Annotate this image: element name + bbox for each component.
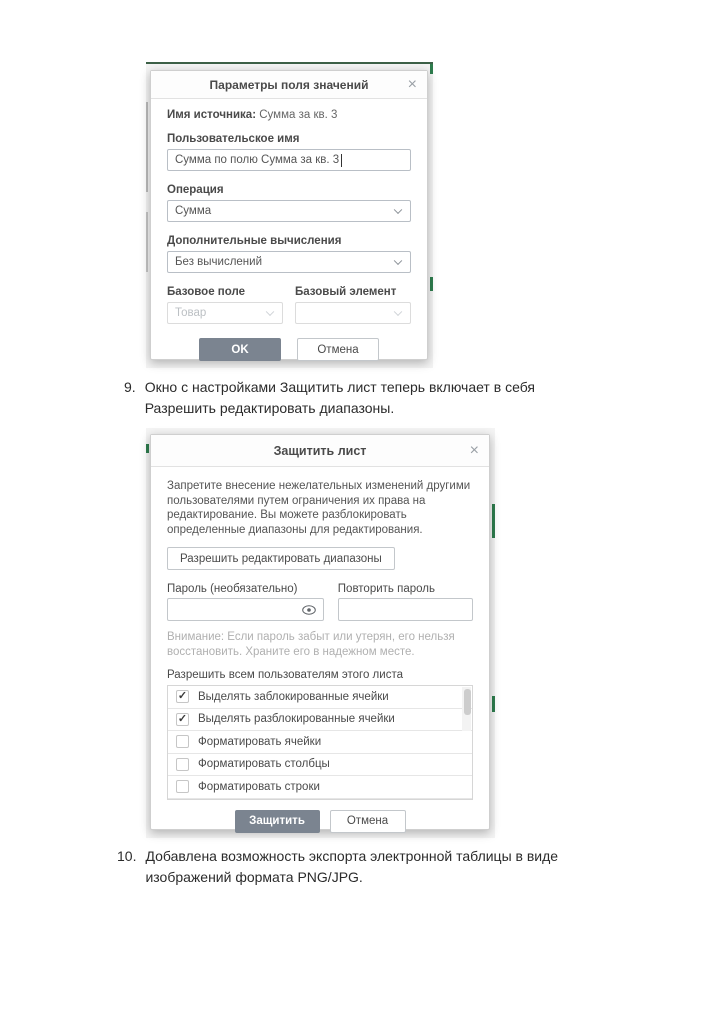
- protect-sheet-dialog: [150, 434, 490, 830]
- dialog-body: [151, 467, 489, 833]
- list-item-text: Окно с настройками Защитить лист теперь включает в себя Разрешить редактировать диапазоны.: [144, 379, 535, 416]
- background-artifact: [492, 696, 495, 712]
- ok-button[interactable]: OK: [199, 338, 281, 361]
- operation-value: Сумма: [175, 205, 212, 217]
- dialog-header: [151, 71, 427, 99]
- password-label: Пароль (необязательно): [167, 583, 298, 595]
- background-artifact: [146, 102, 148, 192]
- option-row[interactable]: [168, 754, 472, 777]
- text-cursor: [341, 154, 342, 167]
- chevron-down-icon: [394, 257, 402, 265]
- password-row: [167, 583, 473, 621]
- eye-icon[interactable]: [302, 605, 316, 615]
- dialog-footer: [167, 810, 473, 833]
- source-name-value: Сумма за кв. 3: [259, 109, 338, 121]
- dialog-title: Защитить лист: [273, 443, 367, 458]
- checkbox[interactable]: ✓: [177, 712, 188, 725]
- custom-name-input[interactable]: [167, 149, 411, 171]
- base-field-label: Базовое поле: [167, 286, 246, 298]
- allow-users-label: Разрешить всем пользователям этого листа: [167, 669, 403, 681]
- base-item-label: Базовый элемент: [295, 286, 397, 298]
- checkbox[interactable]: [176, 780, 189, 793]
- password-warning: Внимание: Если пароль забыт или утерян, его нельзя восстановить. Храните его в надежном месте.: [167, 631, 455, 658]
- checkbox[interactable]: ✓: [177, 690, 188, 703]
- list-item: [124, 377, 600, 419]
- list-item-number: 10.: [117, 848, 137, 864]
- scrollbar-thumb[interactable]: [464, 689, 471, 715]
- dialog-body: [151, 99, 427, 361]
- dialog-description: Запретите внесение нежелательных изменений другими пользователями путем ограничения их права на редактирование. Вы можете разблокировать определенные диапазоны для редактирования.: [167, 480, 471, 536]
- custom-name-value: Сумма по полю Сумма за кв. 3: [175, 154, 340, 166]
- list-item: [117, 846, 625, 888]
- protect-button[interactable]: Защитить: [235, 810, 320, 833]
- option-row[interactable]: [168, 731, 472, 754]
- screenshot-value-field-dialog: [146, 62, 433, 368]
- list-item-text: Добавлена возможность экспорта электронной таблицы в виде изображений формата PNG/JPG.: [145, 848, 559, 885]
- chevron-down-icon: [394, 206, 402, 214]
- base-field-select: [167, 302, 283, 324]
- option-label: Форматировать строки: [198, 780, 320, 793]
- additional-calc-value: Без вычислений: [175, 256, 263, 268]
- option-label: Выделять разблокированные ячейки: [198, 713, 395, 726]
- protect-options-list: [167, 685, 473, 800]
- additional-calc-select[interactable]: [167, 251, 411, 273]
- base-item-select: [295, 302, 411, 324]
- base-row: [167, 286, 411, 324]
- background-artifact: [492, 504, 495, 538]
- additional-calc-label: Дополнительные вычисления: [167, 235, 342, 247]
- source-name-label: Имя источника:: [167, 109, 257, 121]
- close-icon[interactable]: ×: [469, 441, 479, 459]
- cancel-button[interactable]: Отмена: [330, 810, 406, 833]
- option-row[interactable]: [168, 709, 472, 732]
- checkbox[interactable]: [176, 735, 189, 748]
- operation-select[interactable]: [167, 200, 411, 222]
- base-field-value: Товар: [175, 307, 207, 319]
- dialog-title: Параметры поля значений: [209, 77, 369, 92]
- cancel-button[interactable]: Отмена: [297, 338, 379, 361]
- background-artifact: [146, 62, 433, 64]
- background-artifact: [430, 277, 433, 291]
- chevron-down-icon: [394, 308, 402, 316]
- value-field-dialog: [150, 70, 428, 360]
- checkbox[interactable]: [176, 758, 189, 771]
- dialog-footer: [167, 338, 411, 361]
- option-label: Форматировать столбцы: [198, 758, 330, 771]
- option-label: Выделять заблокированные ячейки: [198, 690, 389, 703]
- background-artifact: [146, 444, 149, 453]
- password-input[interactable]: [167, 598, 324, 621]
- operation-label: Операция: [167, 184, 224, 196]
- source-name-row: [167, 109, 411, 121]
- background-artifact: [430, 64, 433, 74]
- chevron-down-icon: [266, 308, 274, 316]
- repeat-password-input[interactable]: [338, 598, 473, 621]
- option-row[interactable]: [168, 686, 472, 709]
- list-item-number: 9.: [124, 379, 136, 395]
- dialog-header: [151, 435, 489, 467]
- option-label: Форматировать ячейки: [198, 735, 322, 748]
- close-icon[interactable]: ×: [407, 75, 417, 93]
- screenshot-protect-sheet-dialog: [146, 428, 495, 838]
- custom-name-label: Пользовательское имя: [167, 133, 300, 145]
- option-row[interactable]: [168, 776, 472, 799]
- allow-ranges-button[interactable]: Разрешить редактировать диапазоны: [167, 547, 395, 570]
- background-artifact: [146, 212, 148, 272]
- repeat-password-label: Повторить пароль: [337, 583, 435, 595]
